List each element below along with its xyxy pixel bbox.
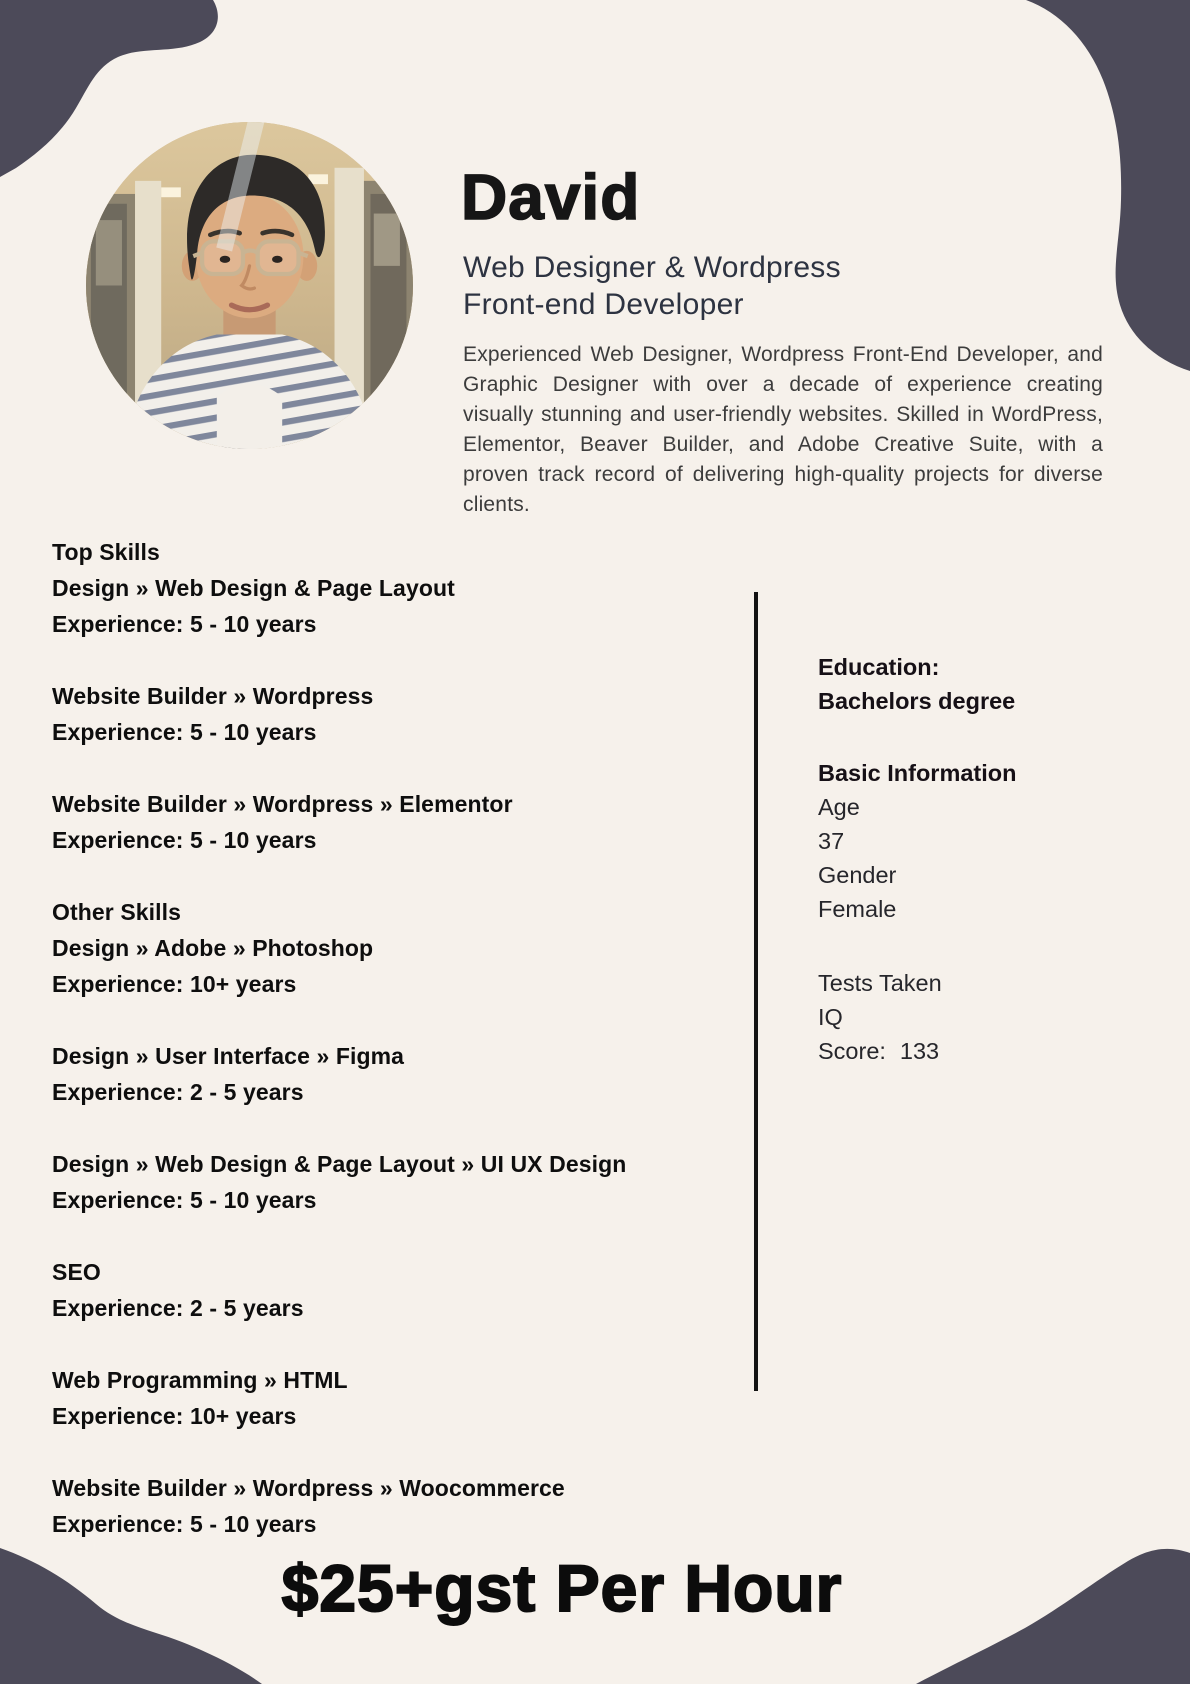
- vertical-divider: [754, 592, 758, 1391]
- skill-group: [52, 1362, 712, 1434]
- skill-group: [52, 786, 712, 858]
- education-value: Bachelors degree: [818, 688, 1016, 714]
- score-value: 133: [899, 1038, 940, 1064]
- skill-title: Design » User Interface » Figma: [52, 1043, 405, 1069]
- profile-name: David: [461, 161, 641, 233]
- skill-title: Website Builder » Wordpress » Woocommerce: [52, 1475, 565, 1501]
- profile-title: [463, 249, 841, 323]
- skill-experience: Experience: 5 - 10 years: [52, 719, 317, 745]
- skill-title: Website Builder » Wordpress: [52, 683, 374, 709]
- skills-section-heading: Other Skills: [52, 899, 182, 925]
- skill-experience: Experience: 10+ years: [52, 1403, 297, 1429]
- profile-title-line2: Front-end Developer: [463, 288, 744, 321]
- skill-group: [52, 1254, 712, 1326]
- skill-group: [52, 1038, 712, 1110]
- profile-photo: [86, 122, 413, 449]
- skill-title: Design » Web Design & Page Layout » UI UX Design: [52, 1151, 627, 1177]
- gender-label: Gender: [818, 862, 897, 888]
- hourly-rate: $25+gst Per Hour: [281, 1551, 843, 1625]
- skill-group: [52, 678, 712, 750]
- skill-experience: Experience: 10+ years: [52, 971, 297, 997]
- basic-information-heading: Basic Information: [818, 760, 1017, 786]
- skill-group: [52, 1146, 712, 1218]
- skill-title: Design » Adobe » Photoshop: [52, 935, 374, 961]
- skill-title: Design » Web Design & Page Layout: [52, 575, 455, 601]
- gender-value: Female: [818, 896, 897, 922]
- education-label: Education:: [818, 654, 940, 680]
- skill-experience: Experience: 5 - 10 years: [52, 827, 317, 853]
- skill-experience: Experience: 5 - 10 years: [52, 611, 317, 637]
- skill-title: Web Programming » HTML: [52, 1367, 348, 1393]
- test-type: IQ: [818, 1004, 843, 1030]
- blob-top-right-decoration: [1010, 0, 1190, 380]
- skill-experience: Experience: 2 - 5 years: [52, 1295, 304, 1321]
- profile-title-line1: Web Designer & Wordpress: [463, 251, 841, 284]
- skill-group: [52, 1470, 712, 1542]
- test-score: [818, 1034, 1148, 1068]
- profile-photo-illustration: [86, 122, 413, 449]
- skill-experience: Experience: 2 - 5 years: [52, 1079, 304, 1105]
- skill-title: Website Builder » Wordpress » Elementor: [52, 791, 513, 817]
- skills-section-heading: Top Skills: [52, 539, 160, 565]
- skill-experience: Experience: 5 - 10 years: [52, 1511, 317, 1537]
- details-panel: [818, 650, 1148, 1068]
- skill-group: [52, 894, 712, 1002]
- tests-taken-label: Tests Taken: [818, 970, 942, 996]
- skill-group: [52, 534, 712, 642]
- age-value: 37: [818, 828, 845, 854]
- profile-summary: Experienced Web Designer, Wordpress Front-End Developer, and Graphic Designer with over a decade of experience creating visually stunning and user-friendly websites. Skilled in WordPress, Elementor, Beaver Builder, and Adobe Creative Suite, with a proven track record of delivering high-quality projects for diverse clients.: [463, 343, 1103, 516]
- score-label: Score:: [818, 1038, 886, 1064]
- skill-title: SEO: [52, 1259, 101, 1285]
- skill-experience: Experience: 5 - 10 years: [52, 1187, 317, 1213]
- age-label: Age: [818, 794, 860, 820]
- skills-list: [52, 534, 712, 1578]
